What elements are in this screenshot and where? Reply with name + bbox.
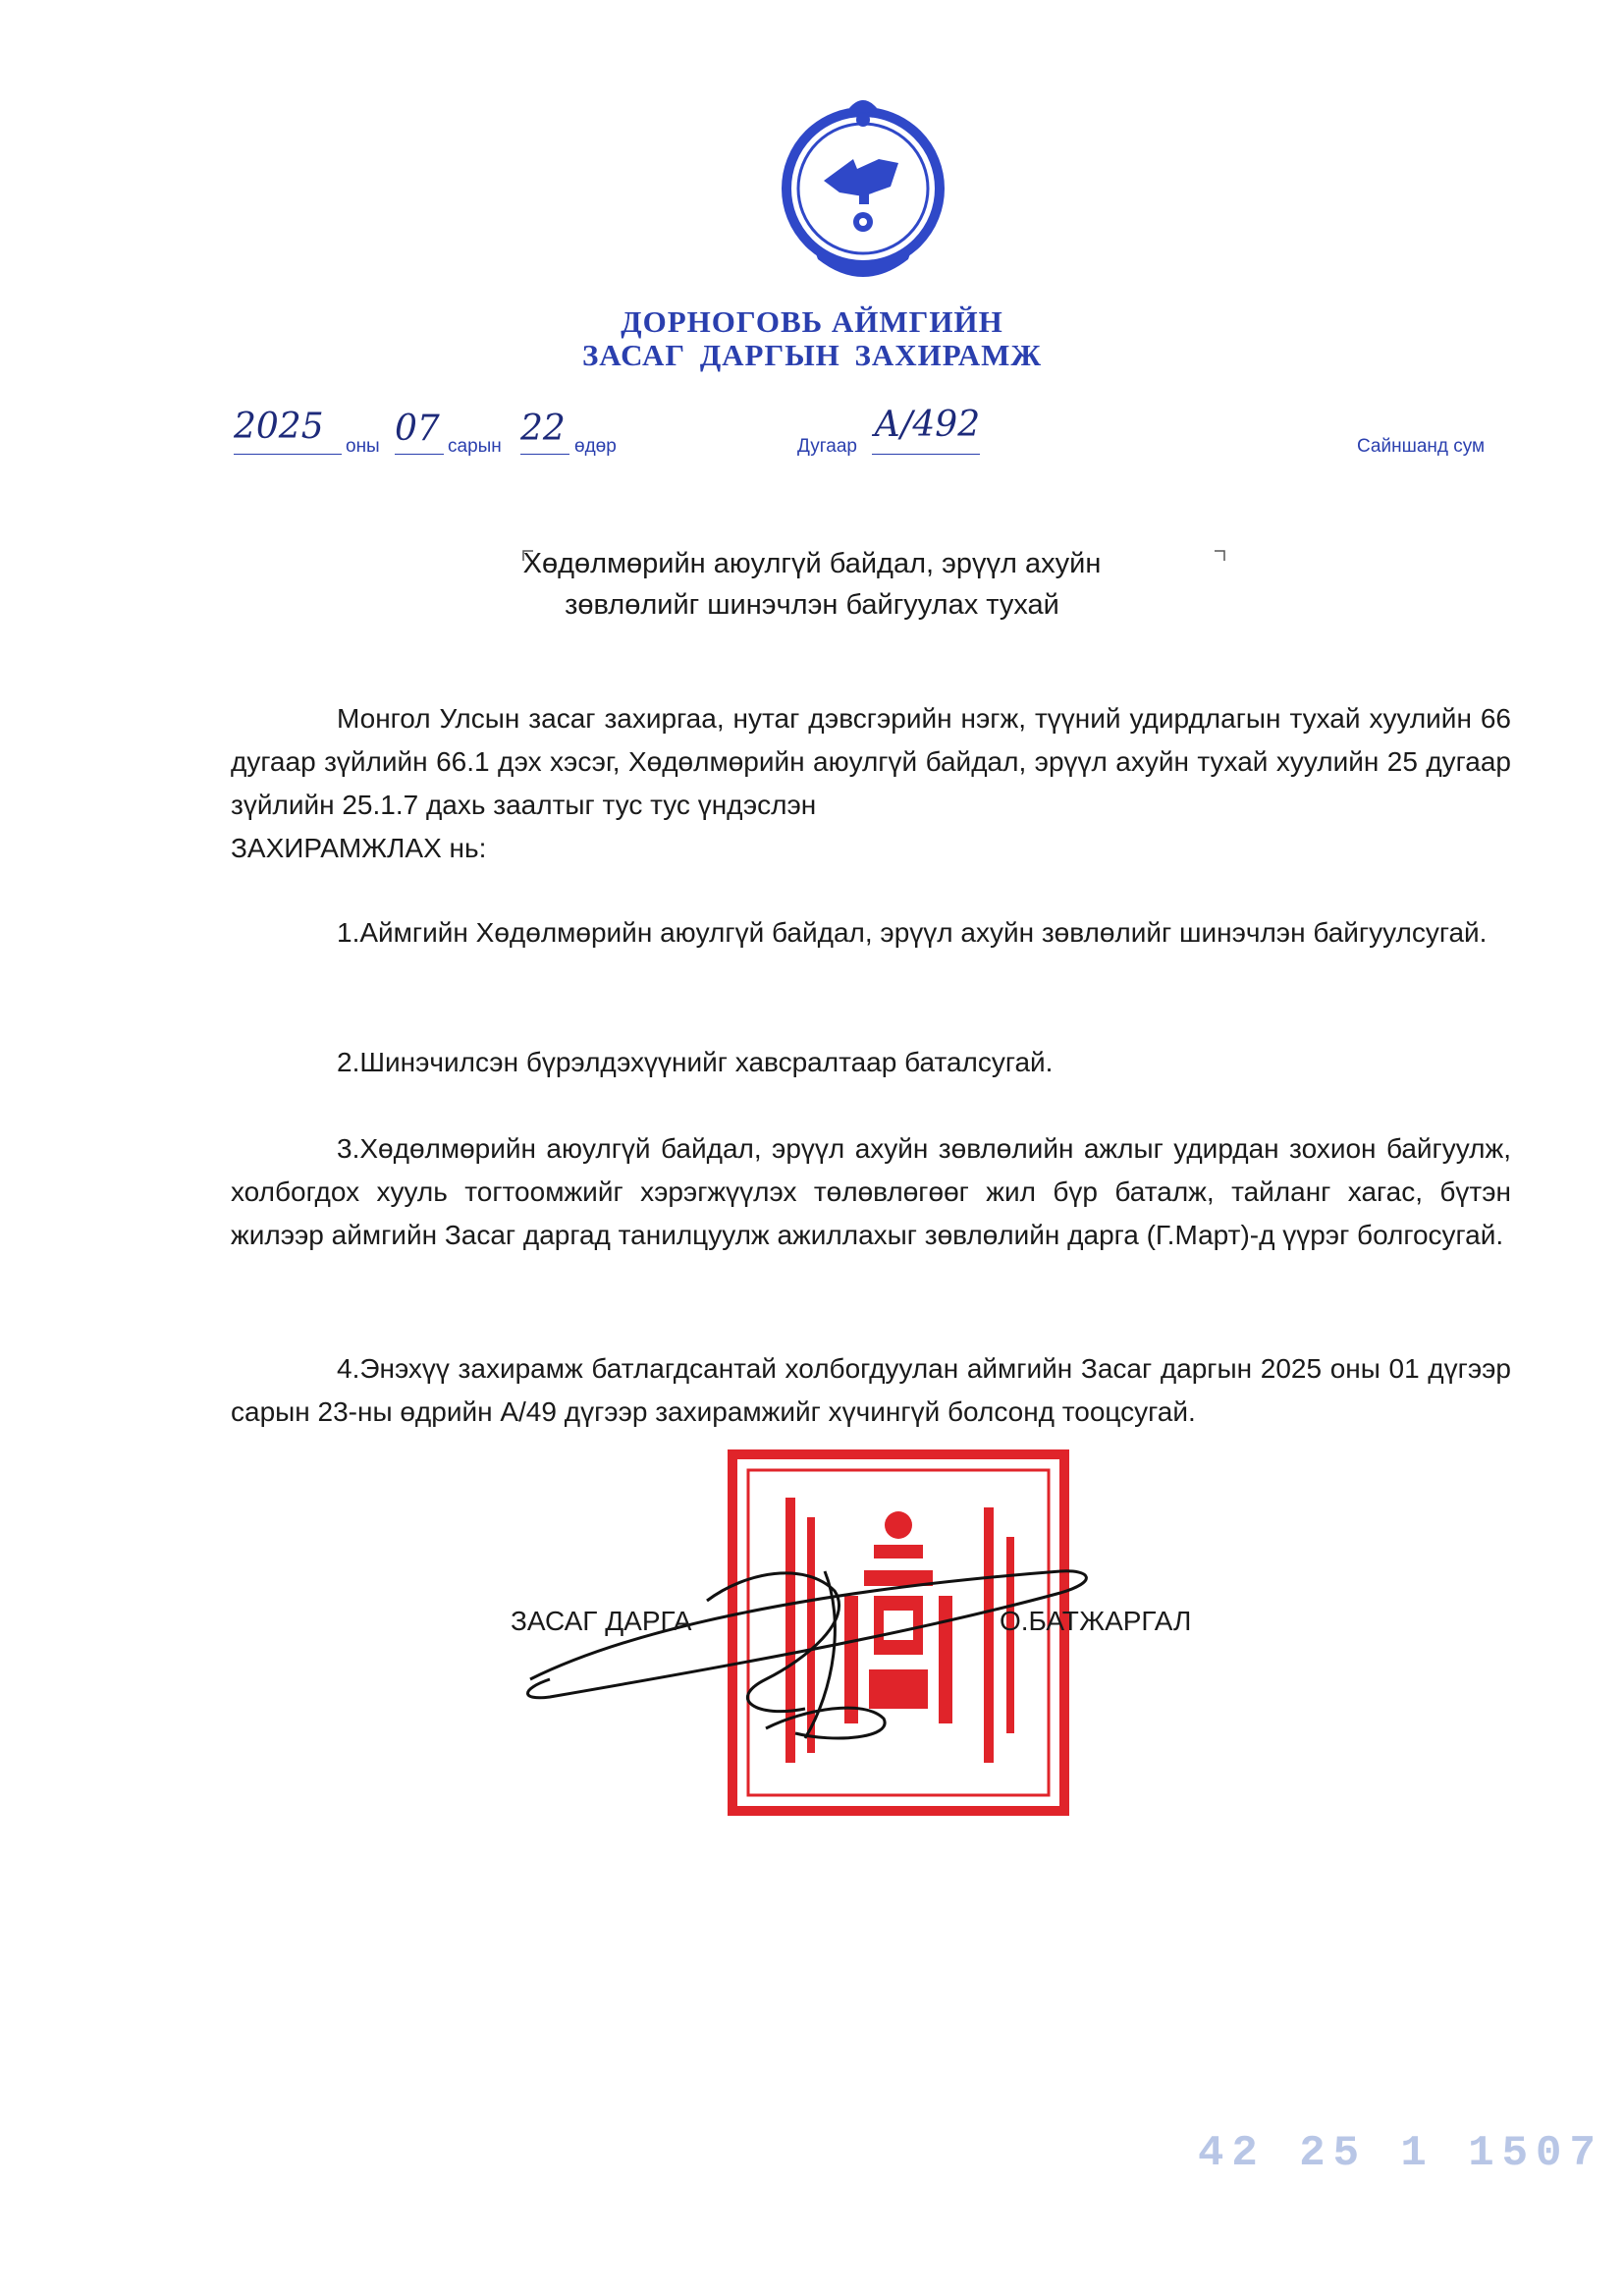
date-month-suffix: сарын (448, 436, 502, 457)
date-month-line (395, 454, 444, 455)
title-line-1: Хөдөлмөрийн аюулгүй байдал, эрүүл ахуйн (522, 548, 1102, 579)
date-day-suffix: өдөр (574, 436, 617, 457)
document-title (0, 543, 1624, 626)
date-day: 22 (520, 409, 566, 449)
date-month: 07 (395, 409, 440, 449)
organization-name: ДОРНОГОВЬ АЙМГИЙН (621, 304, 1003, 339)
date-year: 2025 (234, 407, 324, 447)
decree-item-4: 4.Энэхүү захирамж батлагдсантай холбогдуулан аймгийн Засаг даргын 2025 оны 01 дүгээр сарын 23-ны өдрийн А/49 дүгээр захирамжийг хүчингүй болсонд тооцсугай. (231, 1353, 1511, 1427)
signature-icon (511, 1532, 1110, 1748)
signer-name: О.БАТЖАРГАЛ (1000, 1606, 1192, 1636)
decree-item-2: 2.Шинэчилсэн бүрэлдэхүүнийг хавсралтаар баталсугай. (337, 1047, 1054, 1077)
state-emblem-icon (781, 90, 946, 287)
registration-stamp: 42 25 1 1507 (1198, 2129, 1603, 2178)
date-year-suffix: оны (346, 436, 380, 457)
decree-item-3: 3.Хөдөлмөрийн аюулгүй байдал, эрүүл ахуйн зөвлөлийн ажлыг удирдан зохион байгуулж, холбогдох хууль тогтоомжийг хэрэгжүүлэх төлөвлөгөөг жил бүр баталж, тайланг хагас, бүтэн жилээр аймгийн Засаг даргад танилцуулж ажиллахыг зөвлөлийн дарга (Г.Март)-д үүрэг болгосугай. (231, 1133, 1511, 1250)
number-line (872, 454, 980, 455)
number-label: Дугаар (797, 436, 857, 457)
document-type: ЗАСАГ ДАРГЫН ЗАХИРАМЖ (581, 338, 1043, 372)
signer-title: ЗАСАГ ДАРГА (511, 1606, 692, 1636)
decree-word: ЗАХИРАМЖЛАХ нь: (231, 833, 487, 863)
title-line-2: зөвлөлийг шинэчлэн байгуулах тухай (565, 589, 1059, 621)
date-day-line (520, 454, 569, 455)
date-year-line (234, 454, 342, 455)
decree-item-1: 1.Аймгийн Хөдөлмөрийн аюулгүй байдал, эрүүл ахуйн зөвлөлийг шинэчлэн байгуулсугай. (337, 917, 1488, 948)
preamble: Монгол Улсын засаг захиргаа, нутаг дэвсгэрийн нэгж, түүний удирдлагын тухай хуулийн 66 дугаар зүйлийн 66.1 дэх хэсэг, Хөдөлмөрийн аюулгүй байдал, эрүүл ахуйн тухай хуулийн 25 дугаар зүйлийн 25.1.7 дахь заалтыг тус тус үндэслэн (231, 703, 1511, 820)
document-number: А/492 (874, 405, 981, 445)
place-name: Сайншанд сум (1357, 436, 1486, 457)
